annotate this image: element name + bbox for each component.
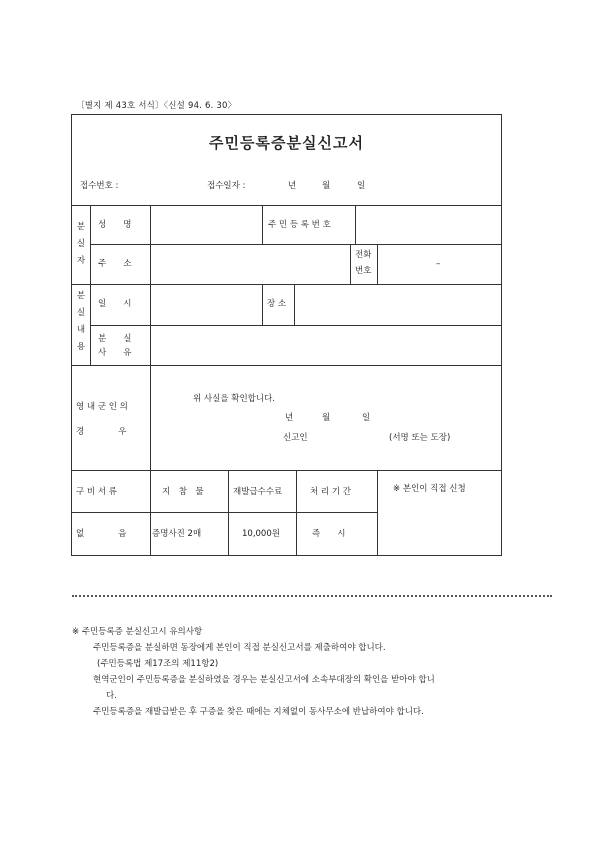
note-line: 현역군인이 주민등록증을 분실하였을 경우는 분실신고서에 소속부대장의 확인을 받아야 합니	[93, 675, 435, 685]
col-divider	[377, 244, 378, 284]
note-line: 주민등록증을 재발급받은 후 구증을 찾은 때에는 지체없이 동사무소에 반납하여야 합니다.	[93, 707, 424, 717]
col-divider	[377, 470, 378, 556]
confirm-day: 일	[362, 413, 371, 423]
col-divider	[262, 205, 263, 244]
phone-label: 번호	[355, 266, 372, 276]
receipt-month: 월	[322, 181, 331, 191]
reason-label: 사 유	[98, 348, 132, 358]
apply-in-person-note: ※ 본인이 직접 신청	[393, 484, 466, 494]
reason-label: 분 실	[98, 334, 132, 344]
col-processing-period: 처 리 기 간	[310, 487, 351, 497]
form-number-header: 〔별지 제 43호 서식〕〈신설 94. 6. 30〉	[76, 101, 237, 111]
processing-period-value: 즉 시	[312, 529, 346, 539]
soldier-label: 경 우	[76, 427, 127, 437]
soldier-label: 영 내 군 인 의	[76, 402, 128, 412]
row-divider	[71, 512, 377, 513]
col-required-docs: 구 비 서 류	[76, 487, 117, 497]
col-divider	[294, 284, 295, 325]
row-divider	[71, 365, 502, 366]
reissue-fee-value: 10,000원	[242, 529, 280, 539]
notes-heading: ※ 주민등록증 분실신고시 유의사항	[72, 627, 203, 637]
row-divider	[90, 244, 502, 245]
phone-label: 전화	[355, 250, 372, 260]
note-line: 다.	[106, 691, 117, 701]
col-divider	[228, 470, 229, 556]
reporter-label: 신고인	[283, 433, 308, 443]
col-divider	[296, 470, 297, 556]
receipt-number-label: 접수번호 :	[80, 181, 119, 191]
col-divider	[90, 205, 91, 365]
confirm-month: 월	[322, 413, 331, 423]
note-line: (주민등록법 제17조의 제11항2)	[97, 659, 219, 669]
signature-label: (서명 또는 도장)	[389, 433, 451, 443]
confirm-year: 년	[285, 413, 294, 423]
row-divider	[71, 284, 502, 285]
receipt-date-label: 접수일자 :	[207, 181, 246, 191]
place-label: 장 소	[267, 299, 287, 309]
datetime-label: 일 시	[98, 299, 132, 309]
attachments-value: 증명사진 2매	[152, 529, 202, 539]
confirm-text: 위 사실을 확인합니다.	[193, 394, 276, 404]
address-label: 주 소	[98, 259, 132, 269]
dotted-separator	[72, 595, 552, 597]
section-lost-person: 분 실 자	[76, 222, 86, 266]
col-reissue-fee: 재발급수수료	[233, 487, 283, 497]
phone-dash: –	[436, 259, 441, 269]
note-line: 주민등록증을 분실하면 동장에게 본인이 직접 분실신고서를 제출하여야 합니다.	[93, 643, 386, 653]
required-docs-value: 없 음	[76, 529, 127, 539]
col-attachments: 지 참 물	[162, 487, 204, 497]
form-title: 주민등록증분실신고서	[209, 134, 364, 152]
col-divider	[350, 244, 351, 284]
col-divider	[355, 205, 356, 244]
col-divider	[262, 284, 263, 325]
receipt-day: 일	[357, 181, 366, 191]
row-divider	[71, 205, 502, 206]
col-divider	[150, 205, 151, 556]
row-divider	[71, 470, 502, 471]
rrn-label: 주 민 등 록 번 호	[268, 220, 331, 230]
name-label: 성 명	[98, 220, 132, 230]
section-loss-details: 분 실 내 용	[76, 291, 86, 352]
receipt-year: 년	[288, 181, 297, 191]
row-divider	[90, 325, 502, 326]
